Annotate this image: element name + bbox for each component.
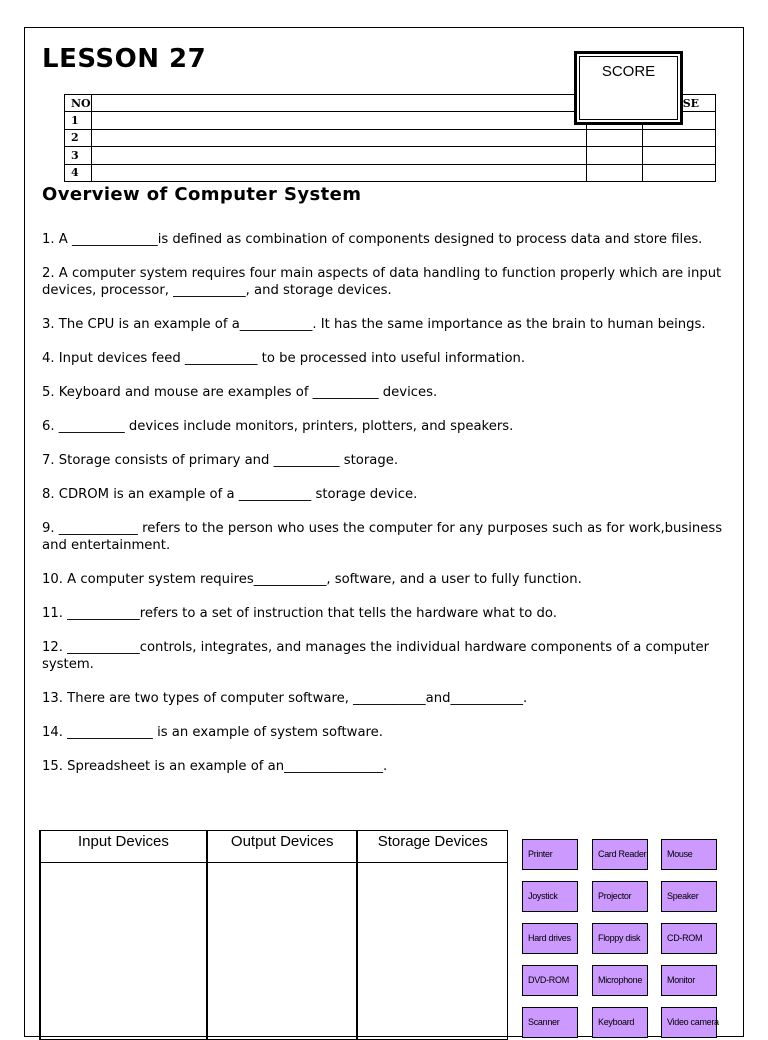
question-item: 14. _____________ is an example of system software. bbox=[42, 725, 383, 740]
answer-row-number: 4 bbox=[65, 164, 92, 181]
question-item: 11. ___________refers to a set of instruction that tells the hardware what to do. bbox=[42, 606, 557, 621]
device-chip-joystick[interactable]: Joystick bbox=[522, 881, 578, 912]
answer-cell[interactable] bbox=[642, 164, 715, 181]
storage-devices-header: Storage Devices bbox=[357, 831, 507, 863]
question-item: 12. ___________controls, integrates, and manages the individual hardware components of a computer system. bbox=[42, 640, 710, 672]
question-item: 4. Input devices feed ___________ to be processed into useful information. bbox=[42, 351, 526, 366]
answer-cell[interactable] bbox=[586, 129, 642, 146]
device-table-body-row bbox=[40, 863, 508, 1040]
answer-table-header-last: SE bbox=[642, 95, 715, 112]
output-devices-drop-area[interactable] bbox=[207, 863, 358, 1040]
question-item: 13. There are two types of computer software, ___________and___________. bbox=[42, 691, 528, 706]
answer-cell[interactable] bbox=[91, 95, 586, 112]
answer-table-row bbox=[65, 147, 716, 164]
device-chip-monitor[interactable]: Monitor bbox=[661, 965, 717, 996]
device-sorting-table bbox=[39, 830, 508, 1040]
answer-cell[interactable] bbox=[91, 112, 586, 129]
question-item: 5. Keyboard and mouse are examples of __________ devices. bbox=[42, 385, 438, 400]
device-chip-keyboard[interactable]: Keyboard bbox=[592, 1007, 648, 1038]
answer-table-row bbox=[65, 129, 716, 146]
answer-row-number: 3 bbox=[65, 147, 92, 164]
device-chip-hard-drives[interactable]: Hard drives bbox=[522, 923, 578, 954]
input-devices-header: Input Devices bbox=[40, 831, 207, 863]
input-devices-drop-area[interactable] bbox=[40, 863, 207, 1040]
storage-devices-drop-area[interactable] bbox=[357, 863, 507, 1040]
question-item: 3. The CPU is an example of a___________. It has the same importance as the brain to human beings. bbox=[42, 317, 706, 332]
output-devices-header: Output Devices bbox=[207, 831, 358, 863]
lesson-title: LESSON 27 bbox=[42, 44, 207, 74]
answer-cell[interactable] bbox=[586, 147, 642, 164]
device-table-header-row bbox=[40, 831, 508, 863]
device-chip-printer[interactable]: Printer bbox=[522, 839, 578, 870]
answer-table-header-no: NO bbox=[65, 95, 92, 112]
device-chip-floppy-disk[interactable]: Floppy disk bbox=[592, 923, 648, 954]
score-box bbox=[574, 51, 683, 125]
device-chip-scanner[interactable]: Scanner bbox=[522, 1007, 578, 1038]
question-item: 10. A computer system requires___________, software, and a user to fully function. bbox=[42, 572, 582, 587]
device-chip-dvd-rom[interactable]: DVD-ROM bbox=[522, 965, 578, 996]
question-item: 8. CDROM is an example of a ___________ storage device. bbox=[42, 487, 418, 502]
device-chip-mouse[interactable]: Mouse bbox=[661, 839, 717, 870]
section-title: Overview of Computer System bbox=[42, 184, 362, 205]
answer-cell[interactable] bbox=[91, 164, 586, 181]
answer-cell[interactable] bbox=[586, 164, 642, 181]
question-item: 15. Spreadsheet is an example of an_______________. bbox=[42, 759, 388, 774]
answer-row-number: 1 bbox=[65, 112, 92, 129]
device-chip-card-reader[interactable]: Card Reader bbox=[592, 839, 648, 870]
question-item: 2. A computer system requires four main aspects of data handling to function properly which are input devices, processor, ___________, and storage devices. bbox=[42, 266, 722, 298]
device-chip-projector[interactable]: Projector bbox=[592, 881, 648, 912]
question-item: 6. __________ devices include monitors, printers, plotters, and speakers. bbox=[42, 419, 514, 434]
answer-row-number: 2 bbox=[65, 129, 92, 146]
device-chip-speaker[interactable]: Speaker bbox=[661, 881, 717, 912]
answer-cell[interactable] bbox=[642, 147, 715, 164]
device-chip-cd-rom[interactable]: CD-ROM bbox=[661, 923, 717, 954]
question-item: 1. A _____________is defined as combination of components designed to process data and store files. bbox=[42, 232, 703, 247]
answer-table-row bbox=[65, 164, 716, 181]
score-label: SCORE bbox=[601, 63, 656, 80]
question-item: 7. Storage consists of primary and __________ storage. bbox=[42, 453, 399, 468]
answer-cell[interactable] bbox=[91, 147, 586, 164]
question-item: 9. ____________ refers to the person who uses the computer for any purposes such as for work,business and entertainment. bbox=[42, 521, 723, 553]
device-chip-video-camera[interactable]: Video camera bbox=[661, 1007, 717, 1038]
question-list bbox=[42, 231, 742, 792]
answer-cell[interactable] bbox=[642, 129, 715, 146]
answer-cell[interactable] bbox=[91, 129, 586, 146]
device-chip-microphone[interactable]: Microphone bbox=[592, 965, 648, 996]
